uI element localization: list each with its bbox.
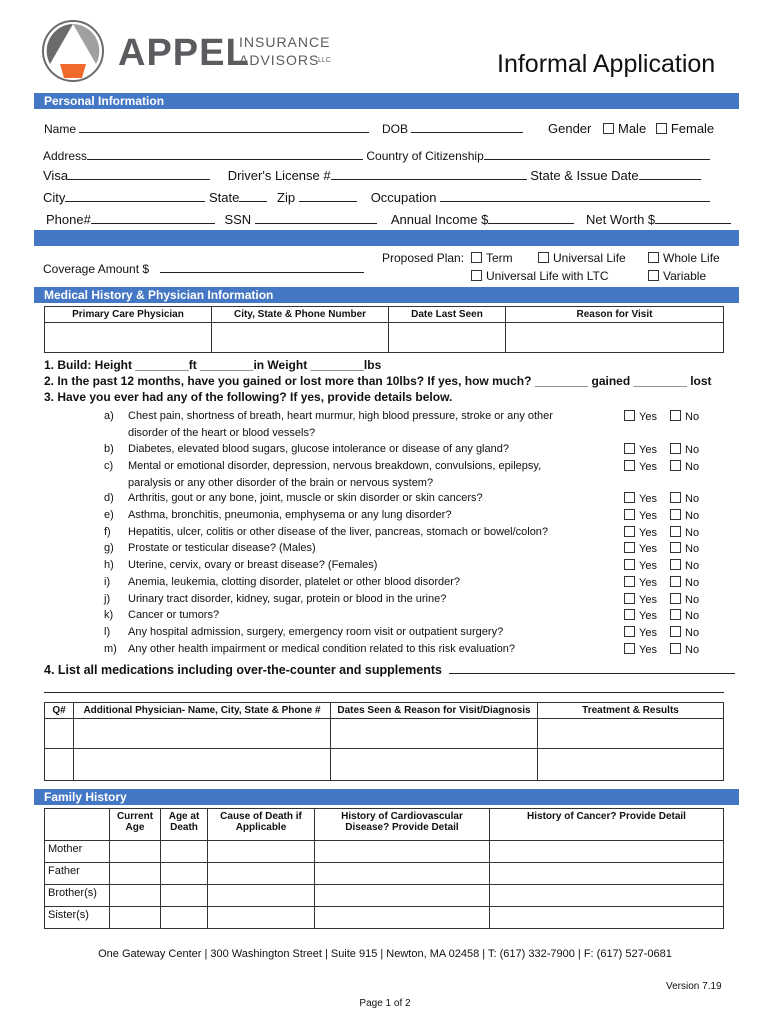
term-label: Term	[486, 251, 513, 265]
question-item-text: Asthma, bronchitis, pneumonia, emphysema or any lung disorder?	[128, 509, 452, 521]
yes-label: Yes	[639, 444, 657, 456]
no-checkbox[interactable]	[670, 509, 681, 520]
section-family-history: Family History	[34, 789, 739, 805]
coverage-amount-field[interactable]	[160, 260, 364, 273]
no-checkbox[interactable]	[670, 460, 681, 471]
family-cell[interactable]	[490, 863, 724, 885]
family-cell[interactable]	[161, 841, 208, 863]
question-item-letter: b)	[104, 443, 114, 455]
question-item-letter: h)	[104, 559, 114, 571]
yes-checkbox[interactable]	[624, 626, 635, 637]
address-field[interactable]	[87, 147, 363, 160]
yes-checkbox[interactable]	[624, 492, 635, 503]
yes-label: Yes	[639, 627, 657, 639]
question-item-letter: c)	[104, 460, 114, 472]
name-label: Name	[44, 122, 77, 136]
income-field[interactable]	[488, 211, 574, 224]
yes-label: Yes	[639, 610, 657, 622]
networth-label: Net Worth $	[586, 212, 656, 227]
no-option	[670, 593, 699, 606]
additional-cell[interactable]	[331, 749, 538, 781]
family-row-sisters	[45, 907, 724, 929]
yes-option	[624, 410, 657, 423]
additional-cell[interactable]	[538, 749, 724, 781]
no-label: No	[685, 610, 700, 622]
physician-cell[interactable]	[45, 323, 212, 353]
no-label: No	[685, 510, 700, 522]
yes-option	[624, 460, 657, 473]
yes-label: Yes	[639, 560, 657, 572]
question-item-text: Any hospital admission, surgery, emergency room visit or outpatient surgery?	[128, 626, 504, 638]
no-label: No	[685, 444, 700, 456]
variable-checkbox[interactable]	[648, 270, 659, 281]
question-item-letter: a)	[104, 410, 114, 422]
citizenship-field[interactable]	[484, 147, 710, 160]
no-label: No	[685, 594, 700, 606]
dob-row	[382, 120, 523, 136]
brand-sub-insurance: INSURANCE	[239, 34, 331, 50]
yes-checkbox[interactable]	[624, 643, 635, 654]
family-cell[interactable]	[208, 863, 315, 885]
question-item-text-cont: disorder of the heart or blood vessels?	[128, 427, 316, 439]
question-3: 3. Have you ever had any of the following? If yes, provide details below.	[44, 390, 453, 404]
medications-field[interactable]	[449, 661, 735, 674]
yes-checkbox[interactable]	[624, 576, 635, 587]
yes-checkbox[interactable]	[624, 443, 635, 454]
no-option	[670, 460, 699, 473]
family-cell[interactable]	[208, 841, 315, 863]
address-label: Address	[43, 149, 88, 163]
ssn-field[interactable]	[255, 211, 377, 224]
additional-cell[interactable]	[331, 719, 538, 749]
question-item-letter: e)	[104, 509, 114, 521]
zip-label: Zip	[277, 190, 296, 205]
no-checkbox[interactable]	[670, 593, 681, 604]
no-option	[670, 626, 699, 639]
no-label: No	[685, 644, 700, 656]
yes-checkbox[interactable]	[624, 410, 635, 421]
ul-ltc-checkbox[interactable]	[471, 270, 482, 281]
yes-checkbox[interactable]	[624, 542, 635, 553]
physician-cell[interactable]	[212, 323, 389, 353]
state-field[interactable]	[239, 189, 267, 202]
phone-row	[46, 211, 731, 227]
no-label: No	[685, 411, 700, 423]
question-item-letter: m)	[104, 643, 117, 655]
yes-label: Yes	[639, 543, 657, 555]
city-label: City	[43, 190, 66, 205]
male-label: Male	[618, 121, 647, 136]
ul-ltc-label: Universal Life with LTC	[486, 269, 609, 283]
yes-label: Yes	[639, 493, 657, 505]
yes-option	[624, 576, 657, 589]
family-cell[interactable]	[490, 841, 724, 863]
question-item-text: Anemia, leukemia, clotting disorder, platelet or other blood disorder?	[128, 576, 461, 588]
family-cell[interactable]	[208, 907, 315, 929]
physician-header-date: Date Last Seen	[389, 307, 506, 323]
address-row	[43, 147, 710, 163]
family-row-mother	[45, 841, 724, 863]
no-label: No	[685, 461, 700, 473]
physician-cell[interactable]	[506, 323, 724, 353]
section-personal-information: Personal Information	[34, 93, 739, 109]
no-option	[670, 609, 699, 622]
family-cell[interactable]	[110, 863, 161, 885]
no-option	[670, 576, 699, 589]
no-checkbox[interactable]	[670, 443, 681, 454]
city-field[interactable]	[65, 189, 205, 202]
wl-checkbox[interactable]	[648, 252, 659, 263]
gender-label: Gender	[548, 121, 592, 136]
question-item-letter: f)	[104, 526, 111, 538]
family-member-label: Father	[45, 863, 110, 885]
female-label: Female	[670, 121, 715, 136]
question-item-letter: k)	[104, 609, 114, 621]
yes-option	[624, 443, 657, 456]
no-checkbox[interactable]	[670, 492, 681, 503]
proposed-plan-label: Proposed Plan:	[382, 251, 465, 265]
yes-checkbox[interactable]	[624, 509, 635, 520]
no-checkbox[interactable]	[670, 542, 681, 553]
page-title: Informal Application	[497, 50, 716, 78]
no-option	[670, 542, 699, 555]
additional-header-q: Q#	[45, 703, 74, 719]
question-1: 1. Build: Height ________ft ________in Weight ________lbs	[44, 358, 382, 372]
family-header-cardio: History of Cardiovascular Disease? Provide Detail	[315, 809, 490, 841]
family-cell[interactable]	[110, 841, 161, 863]
no-option	[670, 443, 699, 456]
name-row	[44, 120, 369, 136]
state-label: State	[209, 190, 240, 205]
additional-cell[interactable]	[74, 719, 331, 749]
additional-cell[interactable]	[45, 719, 74, 749]
yes-option	[624, 609, 657, 622]
physician-header-primary: Primary Care Physician	[45, 307, 212, 323]
yes-label: Yes	[639, 461, 657, 473]
question-item-text: Uterine, cervix, ovary or breast disease? (Females)	[128, 559, 378, 571]
no-checkbox[interactable]	[670, 526, 681, 537]
question-item-letter: g)	[104, 542, 114, 554]
section-proposed-coverage: Proposed Coverage	[34, 230, 739, 246]
additional-cell[interactable]	[45, 749, 74, 781]
family-cell[interactable]	[161, 885, 208, 907]
no-checkbox[interactable]	[670, 559, 681, 570]
additional-header-dates: Dates Seen & Reason for Visit/Diagnosis	[331, 703, 538, 719]
plan-variable	[648, 269, 706, 283]
yes-option	[624, 626, 657, 639]
physician-header-city: City, State & Phone Number	[212, 307, 389, 323]
yes-label: Yes	[639, 577, 657, 589]
page-number: Page 1 of 2	[359, 998, 411, 1009]
visa-field[interactable]	[68, 167, 210, 180]
family-cell[interactable]	[161, 907, 208, 929]
yes-checkbox[interactable]	[624, 593, 635, 604]
question-4-row	[44, 661, 735, 677]
family-cell[interactable]	[315, 885, 490, 907]
footer-address: One Gateway Center | 300 Washington Street | Suite 915 | Newton, MA 02458 | T: (617) 332-7900 | F: (617) 527-0681	[98, 948, 672, 960]
yes-label: Yes	[639, 510, 657, 522]
no-label: No	[685, 543, 700, 555]
no-label: No	[685, 493, 700, 505]
name-field[interactable]	[79, 120, 369, 133]
medications-field-line2[interactable]	[44, 692, 724, 693]
no-option	[670, 492, 699, 505]
version-label: Version 7.19	[666, 981, 722, 992]
physician-cell[interactable]	[389, 323, 506, 353]
yes-label: Yes	[639, 411, 657, 423]
question-item-text: Chest pain, shortness of breath, heart murmur, high blood pressure, stroke or any other	[128, 410, 553, 422]
no-checkbox[interactable]	[670, 626, 681, 637]
question-item-text: Prostate or testicular disease? (Males)	[128, 542, 316, 554]
yes-checkbox[interactable]	[624, 526, 635, 537]
company-logo	[42, 20, 342, 84]
question-item-letter: l)	[104, 626, 111, 638]
plan-wl	[648, 251, 720, 265]
citizenship-label: Country of Citizenship	[366, 149, 484, 163]
occupation-field[interactable]	[440, 189, 710, 202]
gender-row	[548, 121, 714, 136]
question-item-text: Arthritis, gout or any bone, joint, muscle or skin disorder or skin cancers?	[128, 492, 483, 504]
phone-label: Phone#	[46, 212, 91, 227]
family-member-label: Mother	[45, 841, 110, 863]
ul-label: Universal Life	[553, 251, 626, 265]
additional-cell[interactable]	[74, 749, 331, 781]
coverage-row	[43, 260, 364, 276]
yes-option	[624, 492, 657, 505]
ul-checkbox[interactable]	[538, 252, 549, 263]
question-item-text: Diabetes, elevated blood sugars, glucose intolerance or disease of any gland?	[128, 443, 509, 455]
question-2: 2. In the past 12 months, have you gained or lost more than 10lbs? If yes, how much? ________ gained ________ lost	[44, 374, 712, 388]
ssn-label: SSN	[224, 212, 252, 227]
no-option	[670, 526, 699, 539]
question-item-text-cont: paralysis or any other disorder of the brain or nervous system?	[128, 477, 434, 489]
visa-row	[43, 167, 701, 183]
zip-field[interactable]	[299, 189, 357, 202]
license-label: Driver's License #	[227, 168, 331, 183]
family-cell[interactable]	[490, 907, 724, 929]
dob-label: DOB	[382, 122, 409, 136]
state-issue-field[interactable]	[639, 167, 701, 180]
family-cell[interactable]	[110, 907, 161, 929]
section-medical-history: Medical History & Physician Information	[34, 287, 739, 303]
additional-header-physician: Additional Physician- Name, City, State & Phone #	[74, 703, 331, 719]
wl-label: Whole Life	[663, 251, 720, 265]
yes-checkbox[interactable]	[624, 609, 635, 620]
yes-option	[624, 526, 657, 539]
no-option	[670, 410, 699, 423]
networth-field[interactable]	[655, 211, 731, 224]
family-header-cause: Cause of Death if Applicable	[208, 809, 315, 841]
question-item-text: Any other health impairment or medical condition related to this risk evaluation?	[128, 643, 516, 655]
no-option	[670, 509, 699, 522]
question-item-letter: j)	[104, 593, 111, 605]
additional-physician-table	[44, 702, 724, 781]
question-4: 4. List all medications including over-the-counter and supplements	[44, 663, 442, 677]
coverage-amount-label: Coverage Amount $	[43, 262, 150, 276]
variable-label: Variable	[663, 269, 707, 283]
family-row-father	[45, 863, 724, 885]
family-header-age-death: Age at Death	[161, 809, 208, 841]
yes-option	[624, 593, 657, 606]
phone-field[interactable]	[91, 211, 215, 224]
license-field[interactable]	[331, 167, 527, 180]
brand-sub-advisors: ADVISORS	[239, 52, 320, 68]
logo-mark-icon	[42, 20, 104, 82]
question-item-letter: i)	[104, 576, 111, 588]
plan-term	[471, 251, 513, 265]
additional-cell[interactable]	[538, 719, 724, 749]
term-checkbox[interactable]	[471, 252, 482, 263]
physician-header-reason: Reason for Visit	[506, 307, 724, 323]
yes-label: Yes	[639, 527, 657, 539]
no-label: No	[685, 627, 700, 639]
no-label: No	[685, 560, 700, 572]
plan-ul-ltc	[471, 269, 608, 283]
question-item-text: Urinary tract disorder, kidney, sugar, protein or blood in the urine?	[128, 593, 447, 605]
yes-option	[624, 643, 657, 656]
family-header-cancer: History of Cancer? Provide Detail	[490, 809, 724, 841]
additional-header-treatment: Treatment & Results	[538, 703, 724, 719]
occupation-label: Occupation	[370, 190, 437, 205]
yes-label: Yes	[639, 644, 657, 656]
family-cell[interactable]	[315, 841, 490, 863]
no-option	[670, 559, 699, 572]
family-history-table	[44, 808, 724, 929]
family-member-label: Sister(s)	[45, 907, 110, 929]
male-checkbox[interactable]	[603, 123, 614, 134]
brand-name: APPEL	[118, 32, 250, 74]
family-cell[interactable]	[315, 907, 490, 929]
no-option	[670, 643, 699, 656]
plan-ul	[538, 251, 626, 265]
family-cell[interactable]	[208, 885, 315, 907]
visa-label: Visa	[43, 168, 69, 183]
state-issue-label: State & Issue Date	[530, 168, 639, 183]
family-member-label: Brother(s)	[45, 885, 110, 907]
no-checkbox[interactable]	[670, 410, 681, 421]
family-header-current-age: Current Age	[110, 809, 161, 841]
yes-checkbox[interactable]	[624, 460, 635, 471]
yes-option	[624, 542, 657, 555]
brand-llc: LLC	[318, 57, 331, 64]
physician-table	[44, 306, 724, 353]
question-item-text: Cancer or tumors?	[128, 609, 220, 621]
income-label: Annual Income $	[390, 212, 489, 227]
no-label: No	[685, 577, 700, 589]
no-checkbox[interactable]	[670, 643, 681, 654]
question-item-text: Mental or emotional disorder, depression, nervous breakdown, convulsions, epilepsy,	[128, 460, 542, 472]
dob-field[interactable]	[411, 120, 523, 133]
no-checkbox[interactable]	[670, 609, 681, 620]
yes-label: Yes	[639, 594, 657, 606]
question-item-text: Hepatitis, ulcer, colitis or other disease of the liver, pancreas, stomach or bowel/colon?	[128, 526, 549, 538]
family-cell[interactable]	[315, 863, 490, 885]
no-label: No	[685, 527, 700, 539]
family-header-blank	[45, 809, 110, 841]
yes-option	[624, 559, 657, 572]
question-item-letter: d)	[104, 492, 114, 504]
family-cell[interactable]	[490, 885, 724, 907]
yes-checkbox[interactable]	[624, 559, 635, 570]
city-row	[43, 189, 710, 205]
family-row-brothers	[45, 885, 724, 907]
female-checkbox[interactable]	[656, 123, 667, 134]
family-cell[interactable]	[110, 885, 161, 907]
no-checkbox[interactable]	[670, 576, 681, 587]
family-cell[interactable]	[161, 863, 208, 885]
yes-option	[624, 509, 657, 522]
